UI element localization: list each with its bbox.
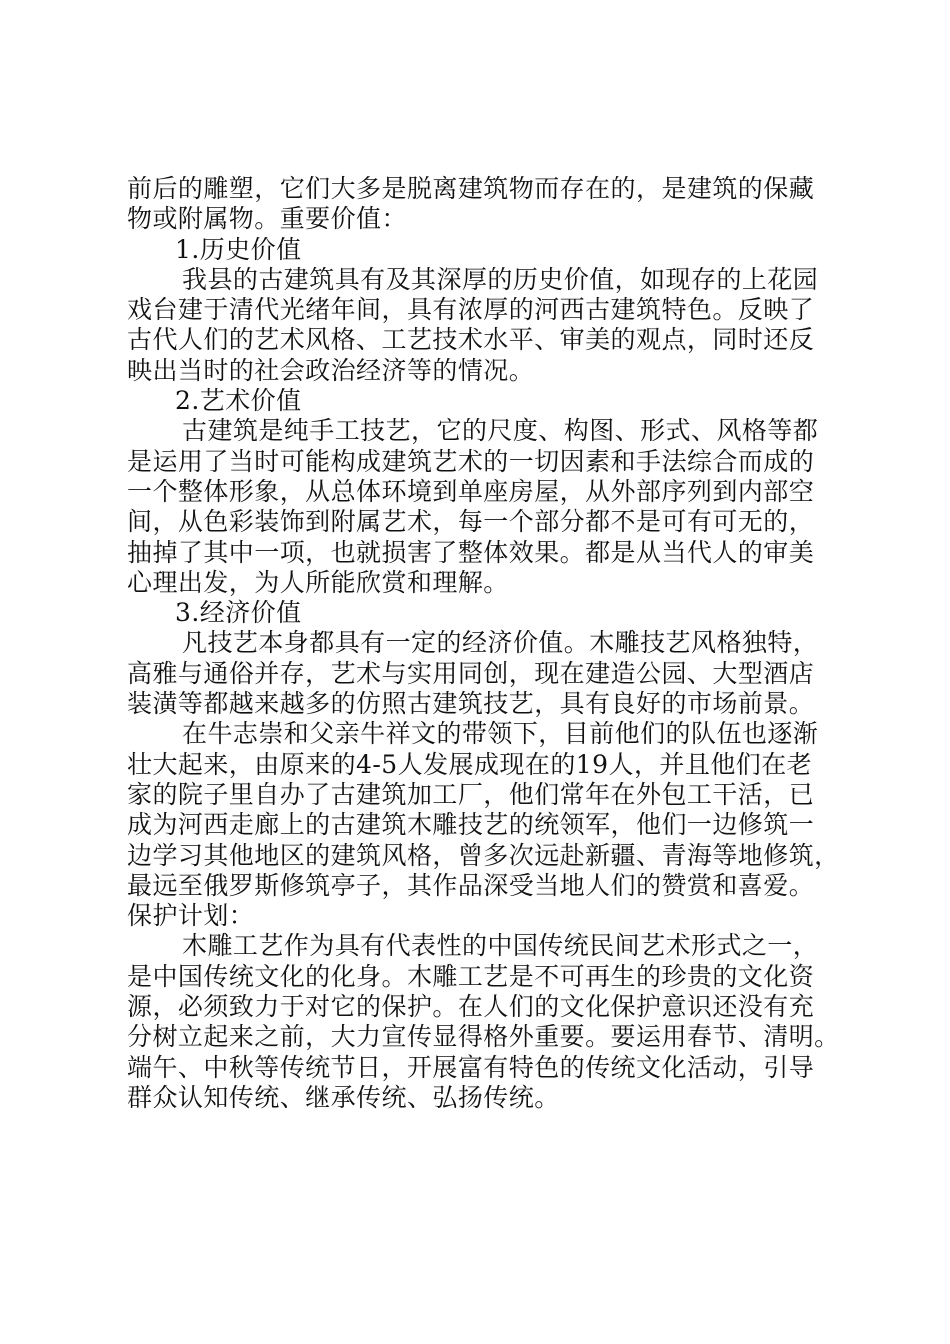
text-line: 映出当时的社会政治经济等的情况。 xyxy=(127,355,535,385)
text-line: 是运用了当时可能构成建筑艺术的一切因素和手法综合而成的 xyxy=(127,446,815,476)
text-line: 壮大起来，由原来的4-5人发展成现在的19人，并且他们在老 xyxy=(127,749,813,779)
text-line: 装潢等都越来越多的仿照古建筑技艺，具有良好的市场前景。 xyxy=(127,689,815,719)
paragraph-first-line: 木雕工艺作为具有代表性的中国传统民间艺术形式之一， xyxy=(182,931,819,961)
text-line: 最远至俄罗斯修筑亭子，其作品深受当地人们的赞赏和喜爱。 xyxy=(127,870,815,900)
text-line: 物或附属物。重要价值： xyxy=(127,204,407,234)
paragraph-first-line: 在牛志崇和父亲牛祥文的带领下，目前他们的队伍也逐渐 xyxy=(182,719,819,749)
text-line: 间，从色彩装饰到附属艺术，每一个部分都不是可有可无的， xyxy=(127,507,815,537)
section-heading-art: 2.艺术价值 xyxy=(175,386,302,416)
text-line: 高雅与通俗并存，艺术与实用同创，现在建造公园、大型酒店 xyxy=(127,658,815,688)
paragraph-first-line: 我县的古建筑具有及其深厚的历史价值，如现存的上花园 xyxy=(182,264,819,294)
paragraph-first-line: 凡技艺本身都具有一定的经济价值。木雕技艺风格独特， xyxy=(182,628,819,658)
section-heading-economy: 3.经济价值 xyxy=(175,598,302,628)
section-label-protection-plan: 保护计划： xyxy=(127,901,255,931)
text-line: 家的院子里自办了古建筑加工厂，他们常年在外包工干活，已 xyxy=(127,779,815,809)
text-line: 群众认知传统、继承传统、弘扬传统。 xyxy=(127,1082,560,1112)
text-line: 成为河西走廊上的古建筑木雕技艺的统领军，他们一边修筑一 xyxy=(127,810,815,840)
section-heading-history: 1.历史价值 xyxy=(175,234,302,264)
text-line: 心理出发，为人所能欣赏和理解。 xyxy=(127,567,509,597)
text-line: 边学习其他地区的建筑风格，曾多次远赴新疆、青海等地修筑， xyxy=(127,840,840,870)
text-line: 戏台建于清代光绪年间，具有浓厚的河西古建筑特色。反映了 xyxy=(127,295,815,325)
text-line: 是中国传统文化的化身。木雕工艺是不可再生的珍贵的文化资 xyxy=(127,961,815,991)
text-line: 前后的雕塑，它们大多是脱离建筑物而存在的，是建筑的保藏 xyxy=(127,174,815,203)
text-line: 一个整体形象，从总体环境到单座房屋，从外部序列到内部空 xyxy=(127,476,815,506)
paragraph-first-line: 古建筑是纯手工技艺，它的尺度、构图、形式、风格等都 xyxy=(182,416,819,446)
text-line: 端午、中秋等传统节日，开展富有特色的传统文化活动，引导 xyxy=(127,1052,815,1082)
text-line: 源，必须致力于对它的保护。在人们的文化保护意识还没有充 xyxy=(127,992,815,1022)
text-line: 古代人们的艺术风格、工艺技术水平、审美的观点，同时还反 xyxy=(127,325,815,355)
text-line: 分树立起来之前，大力宣传显得格外重要。要运用春节、清明。 xyxy=(127,1022,840,1052)
text-line: 抽掉了其中一项，也就损害了整体效果。都是从当代人的审美 xyxy=(127,537,815,567)
document-page xyxy=(127,174,840,1113)
